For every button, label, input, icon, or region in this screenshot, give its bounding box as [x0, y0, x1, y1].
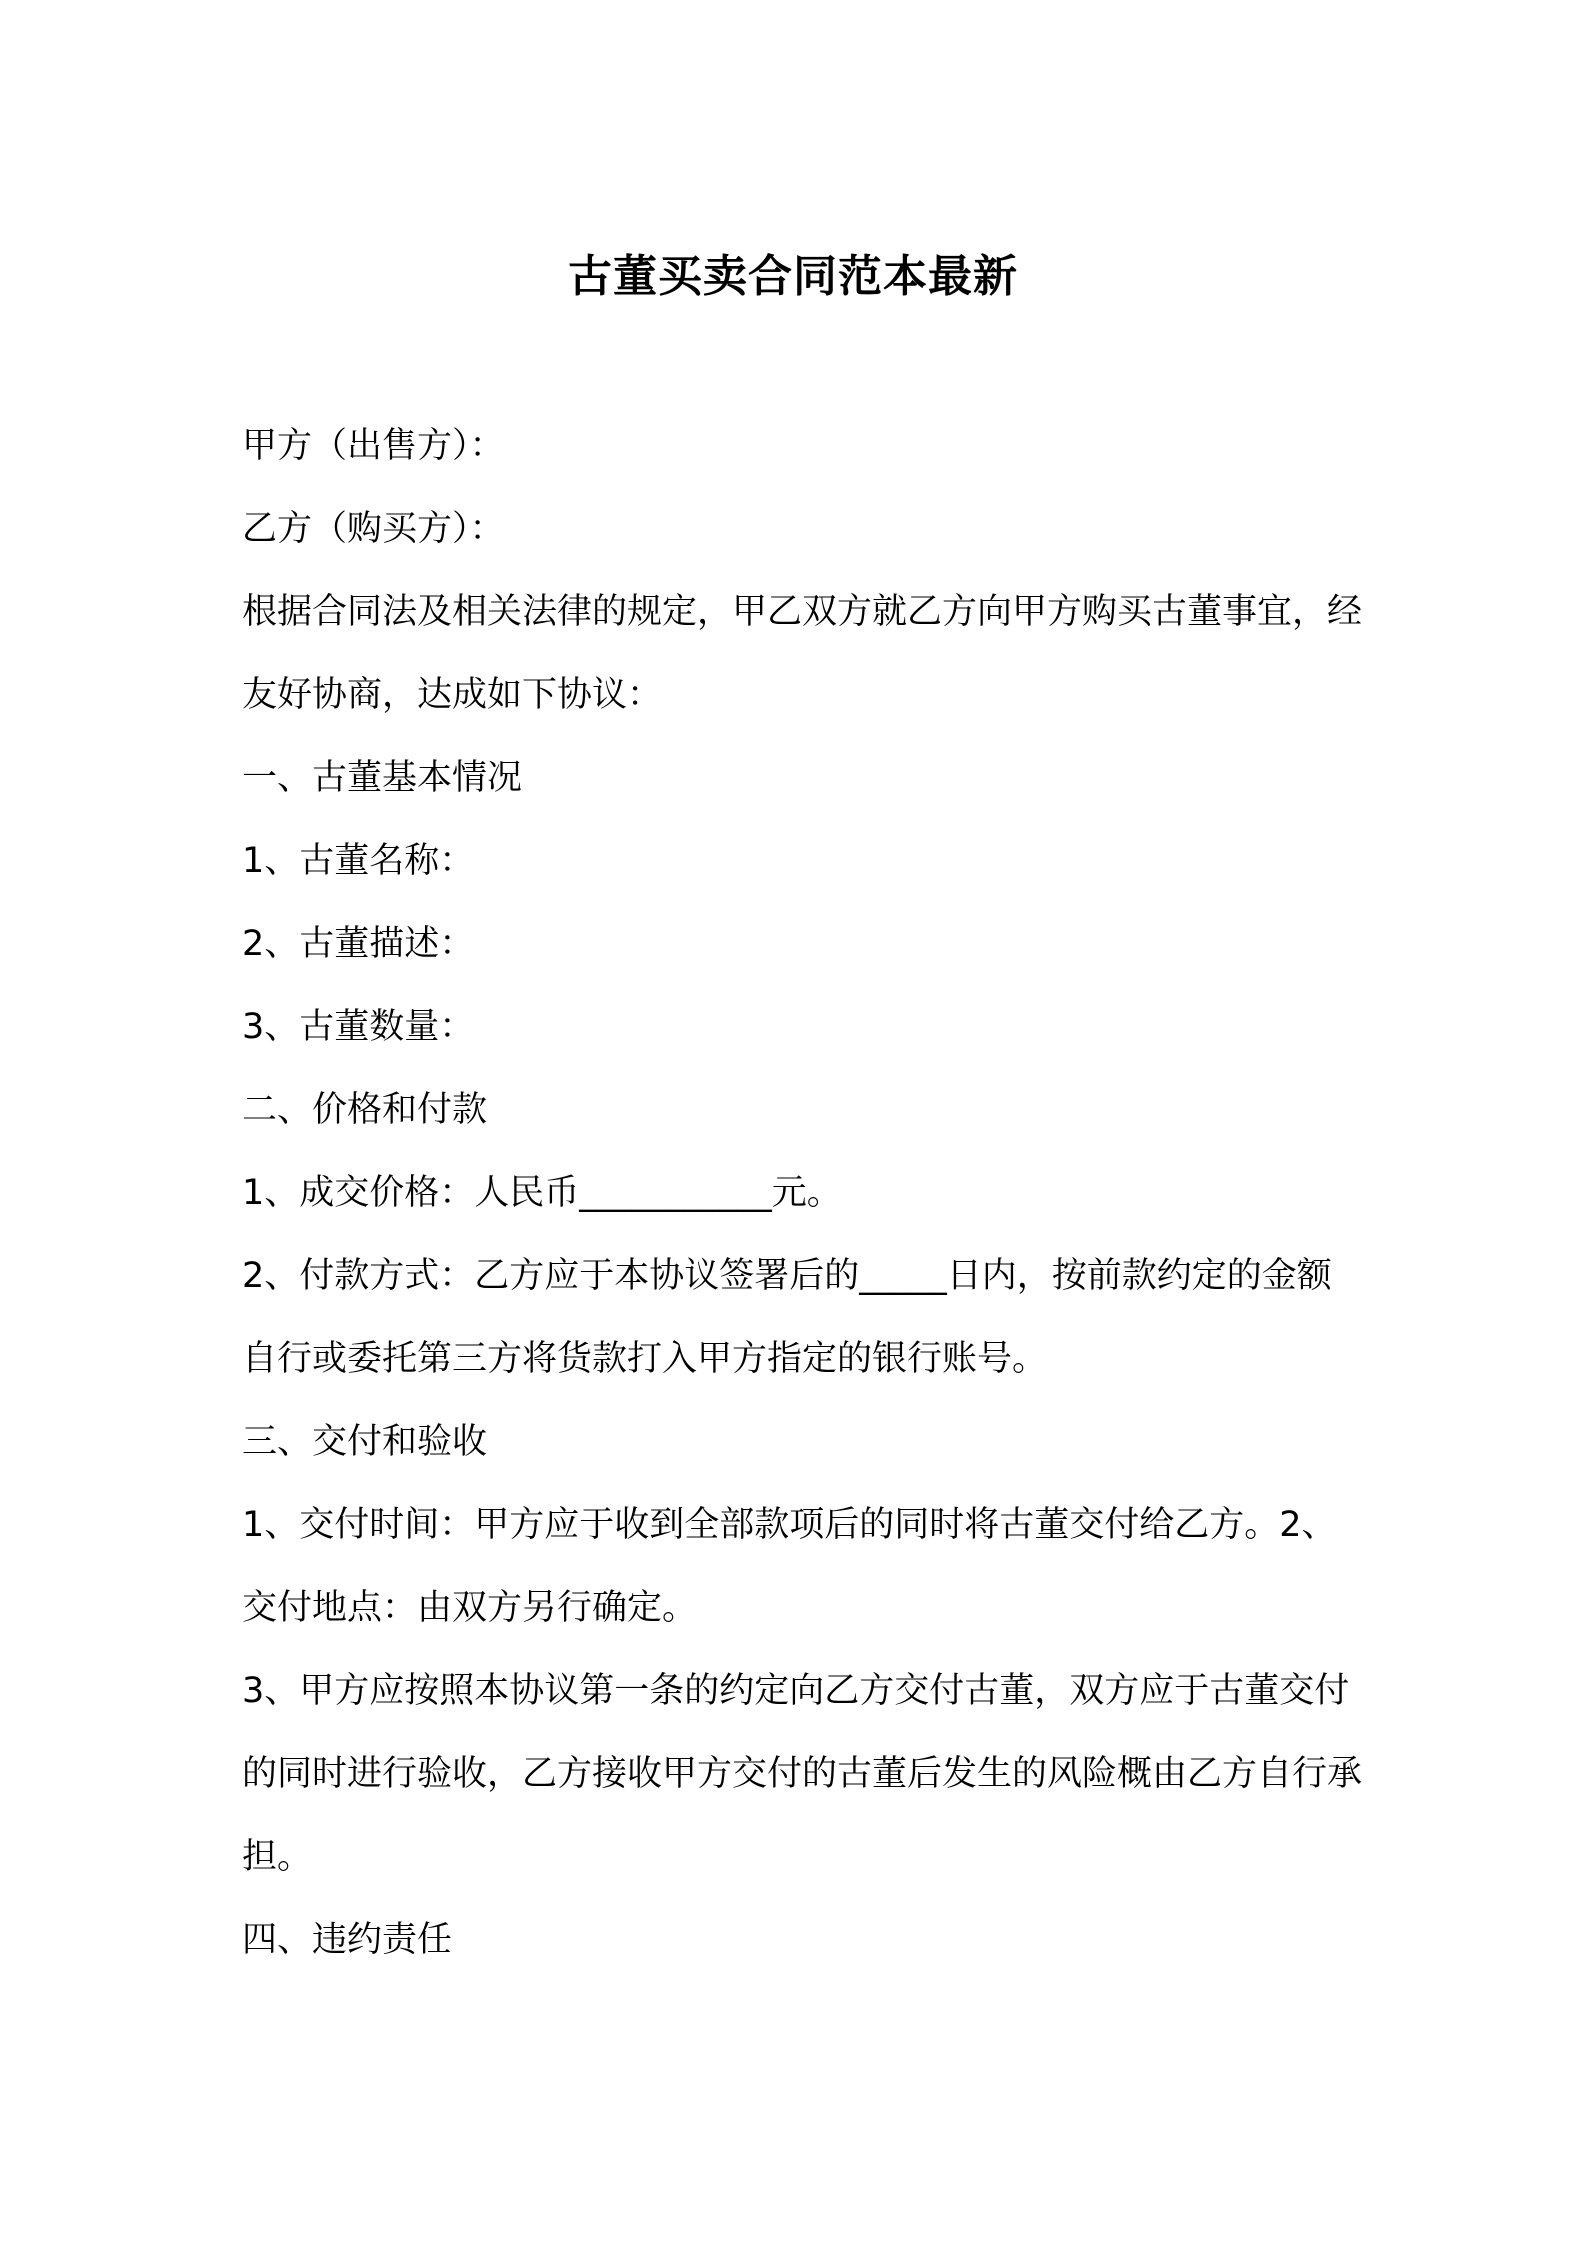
document-title: 古董买卖合同范本最新: [568, 251, 1018, 303]
party-b-line: 乙方（购买方）：: [242, 509, 505, 549]
document-body: [242, 405, 1362, 1982]
section-heading-2: 二、价格和付款: [242, 1090, 488, 1130]
clause-item: 2、古董描述：: [242, 924, 475, 964]
section-heading-3: 三、交付和验收: [242, 1422, 488, 1462]
clause-item: 1、古董名称：: [242, 841, 475, 881]
clause-item: 3、古董数量：: [242, 1007, 475, 1047]
party-a-line: 甲方（出售方）：: [242, 426, 505, 466]
section-heading-1: 一、古董基本情况: [242, 758, 523, 798]
section-heading-4: 四、违约责任: [242, 1920, 453, 1960]
clause-item: 2、付款方式：乙方应于本协议签署后的_____日内，按前款约定的金额自行或委托第三方将货款打入甲方指定的银行账号。: [242, 1256, 1332, 1379]
clause-item: 1、成交价格：人民币___________元。: [242, 1173, 842, 1213]
clause-item: 1、交付时间：甲方应于收到全部款项后的同时将古董交付给乙方。2、交付地点：由双方另行确定。: [242, 1505, 1337, 1628]
clause-item: 3、甲方应按照本协议第一条的约定向乙方交付古董，双方应于古董交付的同时进行验收，乙方接收甲方交付的古董后发生的风险概由乙方自行承担。: [242, 1671, 1363, 1877]
preamble-paragraph: 根据合同法及相关法律的规定，甲乙双方就乙方向甲方购买古董事宜，经友好协商，达成如下协议：: [242, 592, 1363, 715]
